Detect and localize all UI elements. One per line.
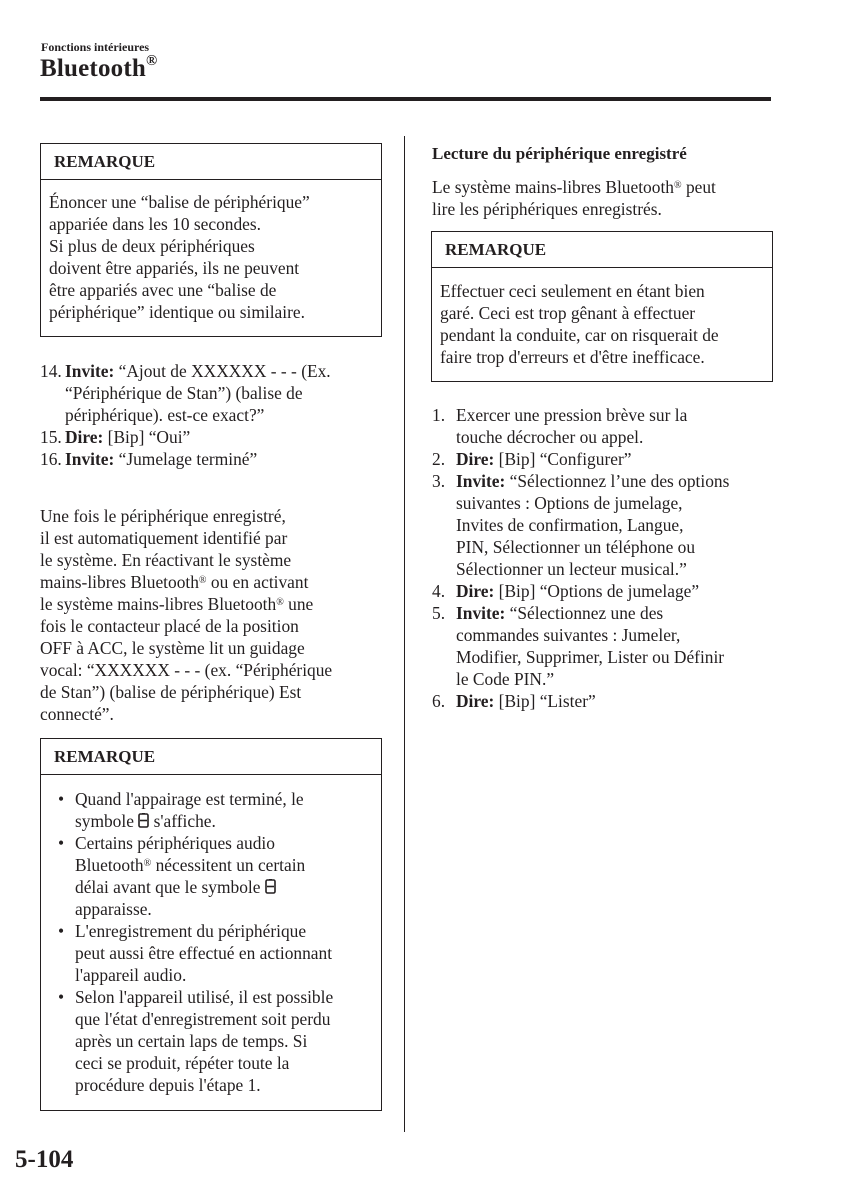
paragraph-line: de Stan”) (balise de périphérique) Est bbox=[40, 682, 302, 702]
subsection-heading: Lecture du périphérique enregistré bbox=[432, 144, 687, 163]
note-line: faire trop d'erreurs et d'être inefficace. bbox=[440, 347, 705, 367]
note-line: être appariés avec une “balise de bbox=[49, 280, 277, 300]
step-item bbox=[432, 690, 777, 712]
step-text: Invite: “Sélectionnez l’une des options suivantes : Options de jumelage, Invites de confirmation, Langue, PIN, Sélectionner un téléphone ou Sélectionner un lecteur musical.” bbox=[456, 471, 730, 579]
step-number: 4. bbox=[432, 581, 446, 601]
bullet-text: Certains périphériques audio Bluetooth® nécessitent un certain délai avant que le symbole apparaisse. bbox=[75, 833, 306, 919]
step-number: 15. bbox=[40, 427, 62, 447]
note-box-pairing-complete bbox=[40, 738, 382, 1111]
note-body bbox=[432, 268, 772, 368]
column-divider bbox=[404, 136, 405, 1132]
step-number: 5. bbox=[432, 603, 446, 623]
step-text: Dire: [Bip] “Oui” bbox=[65, 427, 191, 447]
note-box-parked bbox=[431, 231, 773, 382]
note-heading: REMARQUE bbox=[432, 232, 772, 268]
step-text: Dire: [Bip] “Lister” bbox=[456, 691, 596, 711]
bullet-mark: • bbox=[58, 833, 65, 853]
step-text: Dire: [Bip] “Configurer” bbox=[456, 449, 632, 469]
note-line: appariée dans les 10 secondes. bbox=[49, 214, 261, 234]
note-line: doivent être appariés, ils ne peuvent bbox=[49, 258, 300, 278]
note-body bbox=[41, 775, 381, 1096]
header-rule bbox=[40, 97, 771, 101]
registration-paragraph bbox=[40, 505, 385, 725]
note-line: Si plus de deux périphériques bbox=[49, 236, 255, 256]
paragraph-line: mains-libres Bluetooth® ou en activant bbox=[40, 572, 309, 592]
note-line: Effectuer ceci seulement en étant bien bbox=[440, 281, 705, 301]
page-number: 5-104 bbox=[15, 1146, 74, 1173]
note-bullet-item bbox=[58, 832, 366, 920]
bullet-text: L'enregistrement du périphérique peut aussi être effectué en actionnant l'appareil audio. bbox=[75, 921, 333, 985]
bluetooth-battery-icon bbox=[138, 813, 149, 828]
step-item bbox=[432, 470, 777, 580]
bullet-mark: • bbox=[58, 987, 65, 1007]
paragraph-line: Une fois le périphérique enregistré, bbox=[40, 506, 286, 526]
left-steps bbox=[40, 360, 385, 470]
step-text: Invite: “Jumelage terminé” bbox=[65, 449, 258, 469]
bluetooth-battery-icon bbox=[265, 879, 276, 894]
step-item bbox=[40, 448, 385, 470]
note-box-pairing-tag bbox=[40, 143, 382, 337]
paragraph-line: fois le contacteur placé de la position bbox=[40, 616, 299, 636]
note-body bbox=[41, 180, 381, 323]
step-text: Exercer une pression brève sur la touche décrocher ou appel. bbox=[456, 405, 688, 447]
bullet-text: Selon l'appareil utilisé, il est possible que l'état d'enregistrement soit perdu après un certain laps de temps. Si ceci se produit, répéter toute la procédure depuis l'étape 1. bbox=[75, 987, 334, 1095]
intro-line: Le système mains-libres Bluetooth® peut bbox=[432, 177, 716, 197]
paragraph-line: le système. En réactivant le système bbox=[40, 550, 292, 570]
step-item bbox=[432, 404, 777, 448]
step-number: 1. bbox=[432, 405, 446, 425]
section-label: Fonctions intérieures bbox=[41, 40, 150, 54]
note-bullet-item bbox=[58, 788, 366, 832]
step-text: Invite: “Ajout de XXXXXX - - - (Ex. “Périphérique de Stan”) (balise de périphérique). est-ce exact?” bbox=[65, 361, 331, 425]
page-title: Bluetooth® bbox=[40, 53, 158, 82]
paragraph-line: vocal: “XXXXXX - - - (ex. “Périphérique bbox=[40, 660, 333, 680]
right-steps bbox=[432, 404, 777, 712]
step-number: 3. bbox=[432, 471, 446, 491]
note-bullet-item bbox=[58, 920, 366, 986]
step-number: 6. bbox=[432, 691, 446, 711]
paragraph-line: OFF à ACC, le système lit un guidage bbox=[40, 638, 305, 658]
paragraph-line: connecté”. bbox=[40, 704, 114, 724]
bullet-mark: • bbox=[58, 921, 65, 941]
step-item bbox=[40, 360, 385, 426]
step-number: 16. bbox=[40, 449, 62, 469]
step-number: 14. bbox=[40, 361, 62, 381]
step-item bbox=[432, 448, 777, 470]
note-line: garé. Ceci est trop gênant à effectuer bbox=[440, 303, 696, 323]
note-heading: REMARQUE bbox=[41, 739, 381, 775]
note-line: pendant la conduite, car on risquerait de bbox=[440, 325, 719, 345]
paragraph-line: il est automatiquement identifié par bbox=[40, 528, 288, 548]
note-heading: REMARQUE bbox=[41, 144, 381, 180]
note-bullet-item bbox=[58, 986, 366, 1096]
step-text: Dire: [Bip] “Options de jumelage” bbox=[456, 581, 700, 601]
right-intro bbox=[432, 143, 777, 220]
step-item bbox=[40, 426, 385, 448]
bullet-text: Quand l'appairage est terminé, le symbole s'affiche. bbox=[75, 789, 304, 831]
step-text: Invite: “Sélectionnez une des commandes suivantes : Jumeler, Modifier, Supprimer, Lister ou Définir le Code PIN.” bbox=[456, 603, 725, 689]
bullet-mark: • bbox=[58, 789, 65, 809]
note-line: Énoncer une “balise de périphérique” bbox=[49, 192, 310, 212]
intro-line: lire les périphériques enregistrés. bbox=[432, 199, 662, 219]
note-line: périphérique” identique ou similaire. bbox=[49, 302, 305, 322]
step-item bbox=[432, 580, 777, 602]
paragraph-line: le système mains-libres Bluetooth® une bbox=[40, 594, 314, 614]
step-item bbox=[432, 602, 777, 690]
step-number: 2. bbox=[432, 449, 446, 469]
